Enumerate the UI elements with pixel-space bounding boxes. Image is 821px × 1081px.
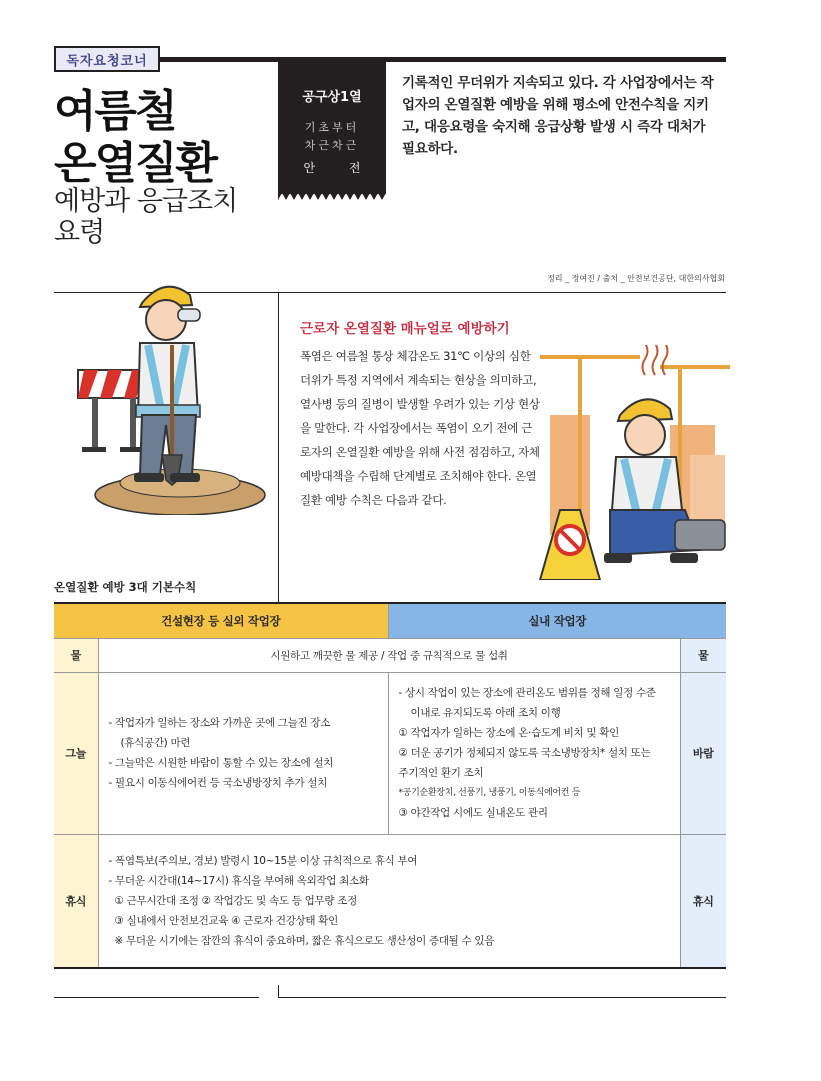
corner-label: 독자요청코너 — [54, 46, 160, 72]
slogan-line-4: 안 전 — [303, 161, 361, 175]
worker-drinking-illustration — [70, 265, 270, 515]
list-item: (휴식공간) 마련 — [120, 737, 191, 749]
footer-mark — [278, 985, 279, 997]
intro-text: 기록적인 무더위가 지속되고 있다. 각 사업장에서는 작업자의 온열질환 예방을 위해 평소에 안전수칙을 지키고, 대응요령을 숙지해 응급상황 발생 시 즉각 대처가 필요하다. — [402, 75, 714, 157]
table-row-water — [54, 638, 726, 672]
shade-outdoor-content — [98, 672, 388, 834]
list-item: - 필요시 이동식에어컨 등 국소냉방장치 추가 설치 — [108, 777, 328, 789]
zigzag-edge-icon — [278, 193, 386, 200]
slogan-line-3: 차근차근 — [304, 139, 360, 152]
slogan-line-2: 기초부터 — [304, 121, 360, 134]
tired-worker-illustration — [520, 345, 730, 580]
row-label-water-right: 물 — [680, 638, 726, 672]
table-header-row — [54, 603, 726, 638]
list-item: ② 더운 공기가 정체되지 않도록 국소냉방장치* 설치 또는 — [398, 747, 651, 759]
list-item: ③ 야간작업 시에도 실내온도 관리 — [398, 807, 548, 819]
shade-indoor-content — [388, 672, 680, 834]
table-caption: 온열질환 예방 3대 기본수칙 — [54, 580, 197, 594]
list-item: - 그늘막은 시원한 바람이 통할 수 있는 장소에 설치 — [108, 757, 334, 769]
list-item: 이내로 유지되도록 아래 조치 이행 — [410, 707, 561, 719]
list-item: ① 근무시간대 조정 ② 작업강도 및 속도 등 업무량 조정 — [114, 894, 357, 907]
list-item: - 무더운 시간대(14~17시) 휴식을 부여해 옥외작업 최소화 — [108, 874, 369, 887]
page-subtitle — [54, 186, 237, 248]
slogan-line-1: 공구상1열 — [302, 90, 362, 105]
row-label-water: 물 — [54, 638, 98, 672]
footer-rule-right — [278, 997, 726, 998]
subtitle-line-1: 예방과 응급조치 — [54, 186, 238, 217]
title-line-2: 온열질환 — [54, 138, 217, 189]
top-rule — [160, 57, 726, 62]
credit-line: 정리 _ 정여진 / 출처 _ 안전보건공단, 대한의사협회 — [547, 274, 725, 283]
list-item: - 폭염특보(주의보, 경보) 발령시 10~15분 이상 규칙적으로 휴식 부여 — [108, 854, 418, 867]
slogan-tag — [278, 62, 386, 194]
row-label-rest: 휴식 — [54, 834, 98, 968]
list-item: ※ 무더운 시기에는 잠깐의 휴식이 중요하며, 짧은 휴식으로도 생산성이 증대될 수 있음 — [114, 934, 495, 947]
section-body: 폭염은 여름철 통상 체감온도 31℃ 이상의 심한 더위가 특정 지역에서 계속되는 현상을 의미하고, 열사병 등의 질병이 발생할 우려가 있는 기상 현상을 말한다. 각 사업장에서는 폭염이 오기 전에 근로자의 온열질환 예방을 위해 사전 점검하고, 자체 예방대책을 수립해 단계별로 조치해야 한다. 온열질환 예방 수칙은 다음과 같다. — [300, 349, 540, 507]
column-divider — [278, 292, 279, 602]
list-item: ① 작업자가 일하는 장소에 온·습도계 비치 및 확인 — [398, 727, 619, 739]
row-label-wind: 바람 — [680, 672, 726, 834]
list-item: - 상시 작업이 있는 장소에 관리온도 범위를 정해 일정 수준 — [398, 687, 656, 699]
header-indoor: 실내 작업장 — [388, 603, 726, 638]
footnote: *공기순환장치, 선풍기, 냉풍기, 이동식에어컨 등 — [398, 788, 581, 798]
list-item: ③ 실내에서 안전보건교육 ④ 근로자 건강상태 확인 — [114, 914, 338, 927]
row-label-shade: 그늘 — [54, 672, 98, 834]
water-content: 시원하고 깨끗한 물 제공 / 작업 중 규칙적으로 물 섭취 — [98, 638, 680, 672]
footer-rule-left — [54, 997, 259, 998]
rest-content — [98, 834, 680, 968]
row-label-rest-right: 휴식 — [680, 834, 726, 968]
subtitle-line-2: 요령 — [54, 217, 105, 248]
table-row-shade — [54, 672, 726, 834]
section-title: 근로자 온열질환 매뉴얼로 예방하기 — [300, 321, 510, 337]
page-title — [54, 86, 216, 190]
prevention-rules-table — [54, 602, 726, 969]
list-item: - 작업자가 일하는 장소와 가까운 곳에 그늘진 장소 — [108, 717, 331, 729]
header-outdoor: 건설현장 등 실외 작업장 — [54, 603, 388, 638]
table-row-rest — [54, 834, 726, 968]
title-line-1: 여름철 — [54, 86, 176, 137]
list-item: 주기적인 환기 조치 — [398, 767, 484, 779]
